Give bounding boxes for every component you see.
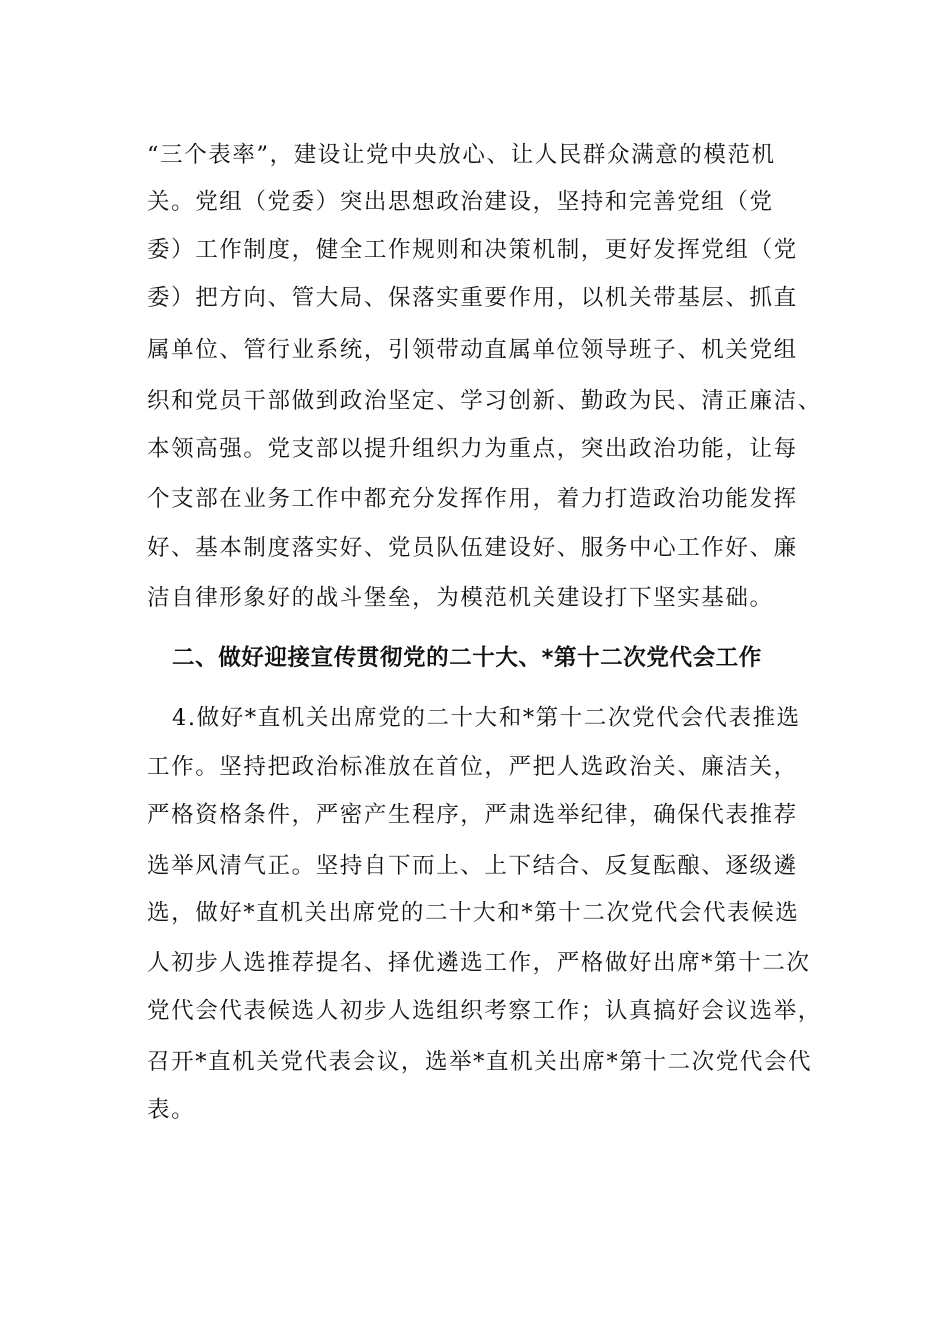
paragraph-line: 本领高强。党支部以提升组织力为重点，突出政治功能，让每 xyxy=(147,436,798,462)
paragraph-line: 选举风清气正。坚持自下而上、上下结合、反复酝酿、逐级遴 xyxy=(147,853,798,879)
paragraph-line: 党代会代表候选人初步人选组织考察工作；认真搞好会议选举， xyxy=(147,998,822,1024)
paragraph-line: 关。党组（党委）突出思想政治建设，坚持和完善党组（党 xyxy=(147,189,774,215)
section-heading: 二、做好迎接宣传贯彻党的二十大、*第十二次党代会工作 xyxy=(172,645,762,671)
paragraph-line: 织和党员干部做到政治坚定、学习创新、勤政为民、清正廉洁、 xyxy=(147,388,822,414)
paragraph-line: 召开*直机关党代表会议，选举*直机关出席*第十二次党代会代 xyxy=(147,1049,813,1075)
paragraph-line: 个支部在业务工作中都充分发挥作用，着力打造政治功能发挥 xyxy=(147,486,798,512)
paragraph-line: 委）把方向、管大局、保落实重要作用，以机关带基层、抓直 xyxy=(147,285,798,311)
paragraph-line: 选，做好*直机关出席党的二十大和*第十二次党代会代表候选 xyxy=(147,900,800,926)
paragraph-line: 4.做好*直机关出席党的二十大和*第十二次党代会代表推选 xyxy=(172,705,801,731)
paragraph-line: 工作。坚持把政治标准放在首位，严把人选政治关、廉洁关， xyxy=(147,754,798,780)
paragraph-line: 好、基本制度落实好、党员队伍建设好、服务中心工作好、廉 xyxy=(147,535,798,561)
paragraph-line: 人初步人选推荐提名、择优遴选工作，严格做好出席*第十二次 xyxy=(147,950,811,976)
paragraph-line: 严格资格条件，严密产生程序，严肃选举纪律，确保代表推荐 xyxy=(147,802,798,828)
paragraph-line: “三个表率”，建设让党中央放心、让人民群众满意的模范机 xyxy=(147,142,776,168)
paragraph-line: 表。 xyxy=(147,1097,196,1123)
paragraph-line: 委）工作制度，健全工作规则和决策机制，更好发挥党组（党 xyxy=(147,237,798,263)
paragraph-line: 属单位、管行业系统，引领带动直属单位领导班子、机关党组 xyxy=(147,337,798,363)
paragraph-line: 洁自律形象好的战斗堡垒，为模范机关建设打下坚实基础。 xyxy=(147,585,774,611)
